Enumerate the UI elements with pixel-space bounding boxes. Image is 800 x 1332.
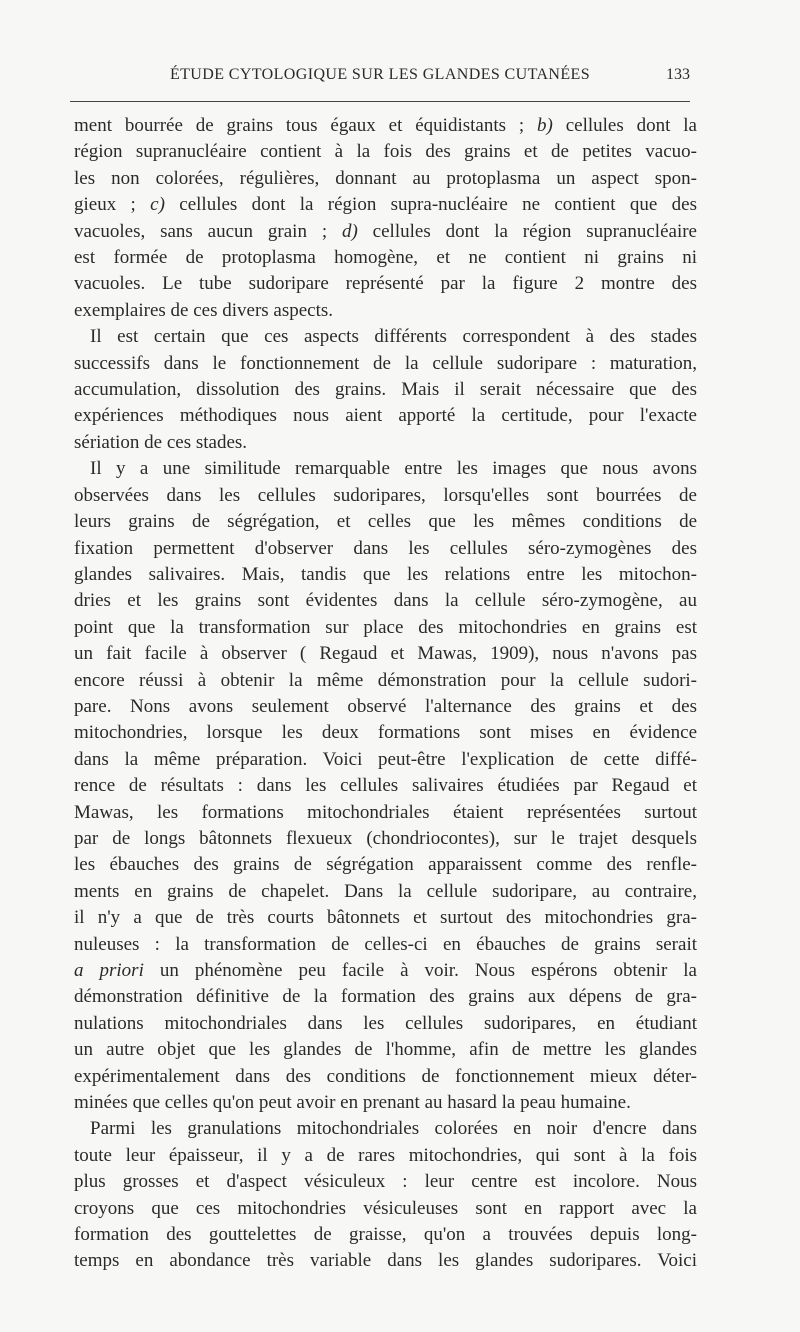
page-number: 133	[666, 66, 690, 83]
text-line: nuleuses : la transformation de celles-ci en ébauches de grains serait	[74, 933, 697, 955]
text-line: point que la transformation sur place des mitochondries en grains est	[74, 616, 697, 638]
text-line: par de longs bâtonnets flexueux (chondriocontes), sur le trajet desquels	[74, 827, 697, 849]
text-line: a priori un phénomène peu facile à voir. Nous espérons obtenir la	[74, 960, 697, 981]
text-line: encore réussi à obtenir la même démonstration pour la cellule sudori-	[74, 669, 697, 691]
page-header	[70, 66, 690, 94]
text-line: ments en grains de chapelet. Dans la cellule sudoripare, au contraire,	[74, 880, 697, 902]
text-line: Mawas, les formations mitochondriales étaient représentées surtout	[74, 801, 697, 823]
text-line: un fait facile à observer ( Regaud et Mawas, 1909), nous n'avons pas	[74, 643, 697, 665]
text-line: gieux ; c) cellules dont la région supra-nucléaire ne contient que des	[74, 194, 697, 216]
text-line: expériences méthodiques nous aient apporté la certitude, pour l'exacte	[74, 405, 697, 427]
text-line: leurs grains de ségrégation, et celles que les mêmes conditions de	[74, 511, 697, 533]
text-line: Il y a une similitude remarquable entre les images que nous avons	[90, 458, 697, 480]
running-title: ÉTUDE CYTOLOGIQUE SUR LES GLANDES CUTANÉES	[169, 66, 591, 83]
text-line: il n'y a que de très courts bâtonnets et surtout des mitochondries gra-	[74, 907, 697, 929]
text-line: dans la même préparation. Voici peut-être l'explication de cette diffé-	[74, 748, 697, 770]
text-line: exemplaires de ces divers aspects.	[74, 299, 334, 321]
text-line: pare. Nons avons seulement observé l'alternance des grains et des	[74, 695, 697, 717]
body-text	[74, 113, 697, 1275]
text-line: démonstration définitive de la formation des grains aux dépens de gra-	[74, 986, 697, 1008]
text-line: région supranucléaire contient à la fois des grains et de petites vacuo-	[74, 141, 697, 163]
text-line: Il est certain que ces aspects différents correspondent à des stades	[90, 326, 697, 348]
text-line: vacuoles. Le tube sudoripare représenté par la figure 2 montre des	[74, 273, 697, 295]
text-line: ment bourrée de grains tous égaux et équidistants ; b) cellules dont la	[74, 115, 697, 136]
text-line: fixation permettent d'observer dans les cellules séro-zymogènes des	[74, 537, 697, 559]
text-line: expérimentalement dans des conditions de fonctionnement mieux déter-	[74, 1065, 697, 1087]
text-line: Parmi les granulations mitochondriales colorées en noir d'encre dans	[90, 1118, 697, 1140]
text-line: observées dans les cellules sudoripares, lorsqu'elles sont bourrées de	[74, 484, 697, 506]
text-line: les non colorées, régulières, donnant au protoplasma un aspect spon-	[74, 167, 697, 189]
text-line: formation des gouttelettes de graisse, qu'on a trouvées depuis long-	[74, 1224, 697, 1246]
text-line: sériation de ces stades.	[74, 431, 248, 453]
text-line: accumulation, dissolution des grains. Mais il serait nécessaire que des	[74, 379, 697, 401]
header-rule	[70, 101, 690, 102]
text-line: mitochondries, lorsque les deux formations sont mises en évidence	[74, 722, 697, 744]
text-line: vacuoles, sans aucun grain ; d) cellules dont la région supranucléaire	[74, 220, 697, 242]
text-line: nulations mitochondriales dans les cellules sudoripares, en étudiant	[74, 1012, 697, 1034]
text-line: minées que celles qu'on peut avoir en prenant au hasard la peau humaine.	[74, 1092, 631, 1114]
text-line: un autre objet que les glandes de l'homme, afin de mettre les glandes	[74, 1039, 697, 1061]
text-line: est formée de protoplasma homogène, et ne contient ni grains ni	[74, 247, 697, 269]
text-line: dries et les grains sont évidentes dans la cellule séro-zymogène, au	[74, 590, 697, 612]
text-line: plus grosses et d'aspect vésiculeux : leur centre est incolore. Nous	[74, 1171, 697, 1193]
text-line: rence de résultats : dans les cellules salivaires étudiées par Regaud et	[74, 775, 697, 797]
text-line: temps en abondance très variable dans les glandes sudoripares. Voici	[74, 1250, 697, 1272]
text-line: croyons que ces mitochondries vésiculeuses sont en rapport avec la	[74, 1197, 697, 1219]
text-line: toute leur épaisseur, il y a de rares mitochondries, qui sont à la fois	[74, 1144, 697, 1166]
text-line: glandes salivaires. Mais, tandis que les relations entre les mitochon-	[74, 563, 697, 585]
text-line: les ébauches des grains de ségrégation apparaissent comme des renfle-	[74, 854, 697, 876]
text-line: successifs dans le fonctionnement de la cellule sudoripare : maturation,	[74, 352, 697, 374]
